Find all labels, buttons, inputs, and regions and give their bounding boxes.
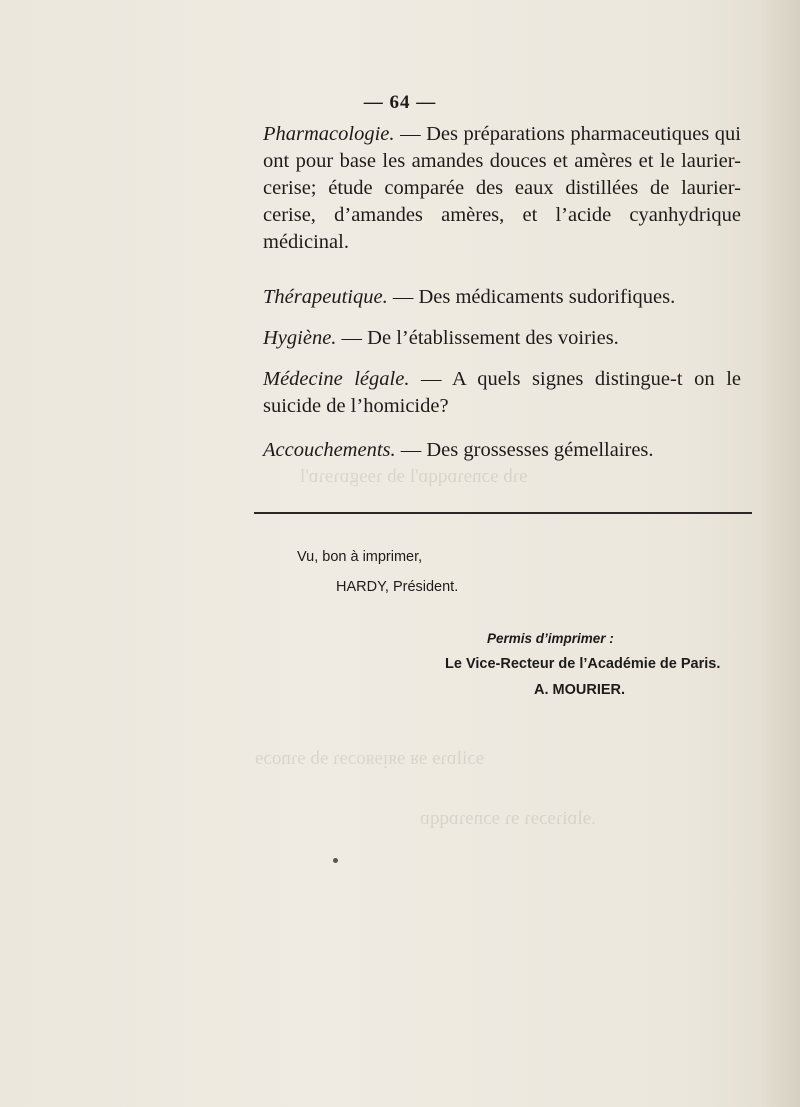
show-through-text: ɘɔilɒɿɘ ɘᴚ ɘᴙᴉɘᴙoɔɘɿ ɘb ɘɿnoɔɘ	[255, 748, 485, 769]
president-signature: HARDY, Président.	[336, 579, 459, 595]
recteur-signature: A. MOURIER.	[534, 682, 626, 698]
section-heading: Pharmacologie.	[263, 123, 395, 145]
section-text: — Des préparations pharmaceutiques qui ont pour base les amandes douces et amères et le laurier-cerise; étude comparée des eaux distillées de laurier-cerise, d’amandes amères, et l’acide cyanhydrique médicinal.	[263, 123, 741, 253]
section-text: — De l’établissement des voiries.	[336, 327, 619, 349]
section-heading: Médecine légale.	[263, 368, 410, 390]
permis-imprimer: Permis d’imprimer :	[487, 631, 614, 646]
section-heading: Hygiène.	[263, 327, 337, 349]
vu-bon-a-imprimer: Vu, bon à imprimer,	[297, 549, 423, 565]
section-medecine-legale	[263, 366, 741, 420]
section-pharmacologie	[263, 121, 741, 256]
section-hygiene	[263, 325, 741, 352]
show-through-text: ɘɿb ɘɔnɘɿɒqqɒ'l ɘb ɿɘɘgɒɿɘɿɒ'l	[300, 466, 528, 487]
vice-recteur-line: Le Vice-Recteur de l’Académie de Paris.	[445, 656, 721, 672]
section-text: — A quels signes distingue-t on le suicide de l’homicide?	[263, 368, 741, 417]
section-heading: Thérapeutique.	[263, 286, 388, 308]
section-accouchements	[263, 437, 741, 464]
page-number: — 64 —	[363, 92, 437, 113]
section-therapeutique	[263, 284, 741, 311]
section-heading: Accouchements.	[263, 439, 396, 461]
page-edge-shadow	[760, 0, 800, 1107]
divider-rule	[254, 512, 752, 514]
show-through-text: .ɘlɒiɿɘɔɘɿ ɘɿ ɘɔnɘɿɒqqɒ	[420, 808, 596, 829]
ink-speck	[333, 858, 338, 863]
section-text: — Des médicaments sudorifiques.	[387, 286, 676, 308]
section-text: — Des grossesses gémellaires.	[395, 439, 654, 461]
